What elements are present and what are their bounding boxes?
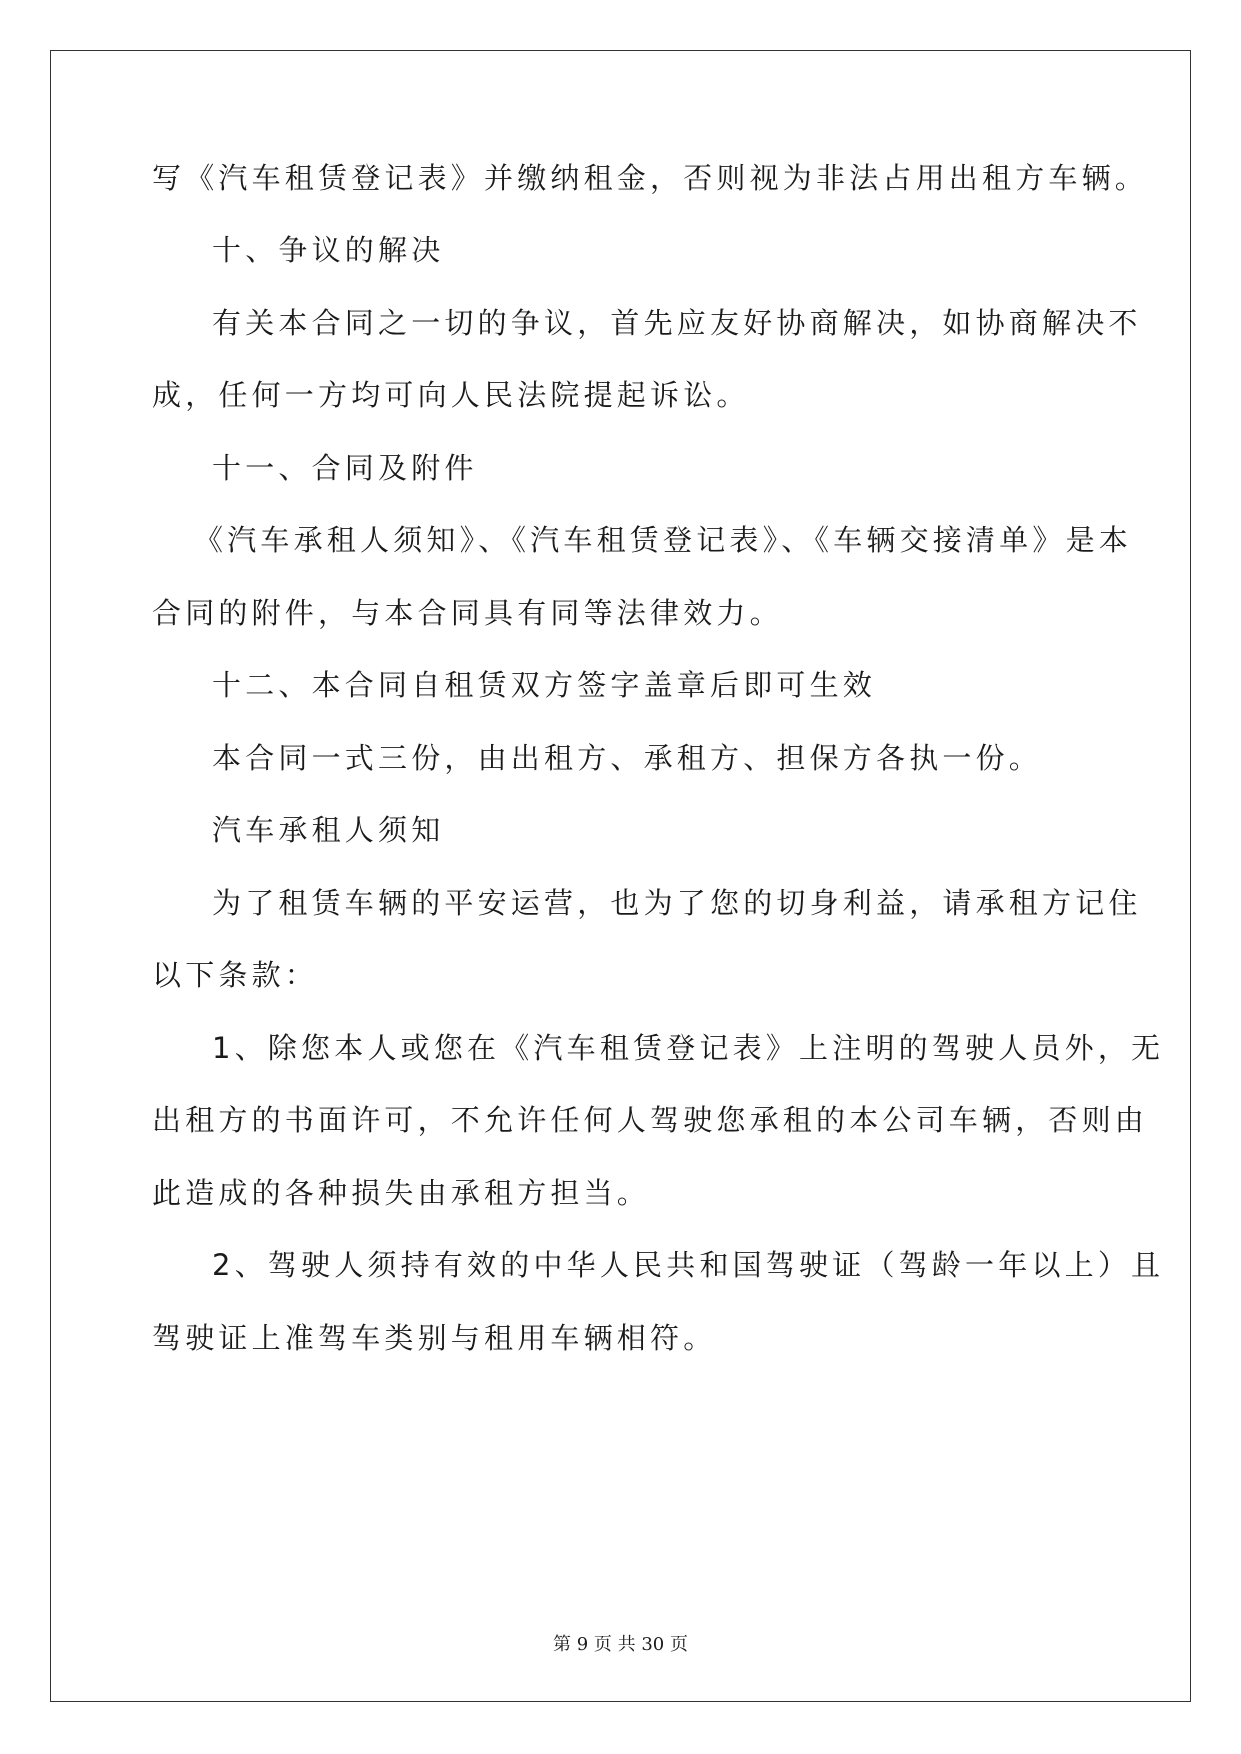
text-line: 以下条款： [152, 958, 319, 992]
text-line: 为了租赁车辆的平安运营，也为了您的切身利益，请承租方记住 [212, 886, 1142, 920]
text-line: 2、驾驶人须持有效的中华人民共和国驾驶证（驾龄一年以上）且 [212, 1248, 1165, 1282]
text-line: 出租方的书面许可，不允许任何人驾驶您承租的本公司车辆，否则由 [152, 1103, 1149, 1137]
text-line: 写《汽车租赁登记表》并缴纳租金，否则视为非法占用出租方车辆。 [152, 161, 1149, 195]
text-line: 驾驶证上准驾车类别与租用车辆相符。 [152, 1321, 717, 1355]
page-border [50, 50, 1191, 1702]
section-heading: 汽车承租人须知 [212, 813, 445, 847]
text-line: 本合同一式三份，由出租方、承租方、担保方各执一份。 [212, 741, 1043, 775]
section-heading: 十、争议的解决 [212, 233, 445, 267]
text-line: 有关本合同之一切的争议，首先应友好协商解决，如协商解决不 [212, 306, 1142, 340]
text-line: 此造成的各种损失由承租方担当。 [152, 1176, 651, 1210]
text-line: 1、除您本人或您在《汽车租赁登记表》上注明的驾驶人员外，无 [212, 1031, 1165, 1065]
page-number: 第 9 页 共 30 页 [553, 1634, 688, 1655]
section-heading: 十一、合同及附件 [212, 451, 478, 485]
text-line: 《汽车承租人须知》、《汽车租赁登记表》、《车辆交接清单》是本 [194, 523, 1133, 557]
text-line: 合同的附件，与本合同具有同等法律效力。 [152, 596, 783, 630]
section-heading: 十二、本合同自租赁双方签字盖章后即可生效 [212, 668, 877, 702]
text-line: 成，任何一方均可向人民法院提起诉讼。 [152, 378, 750, 412]
